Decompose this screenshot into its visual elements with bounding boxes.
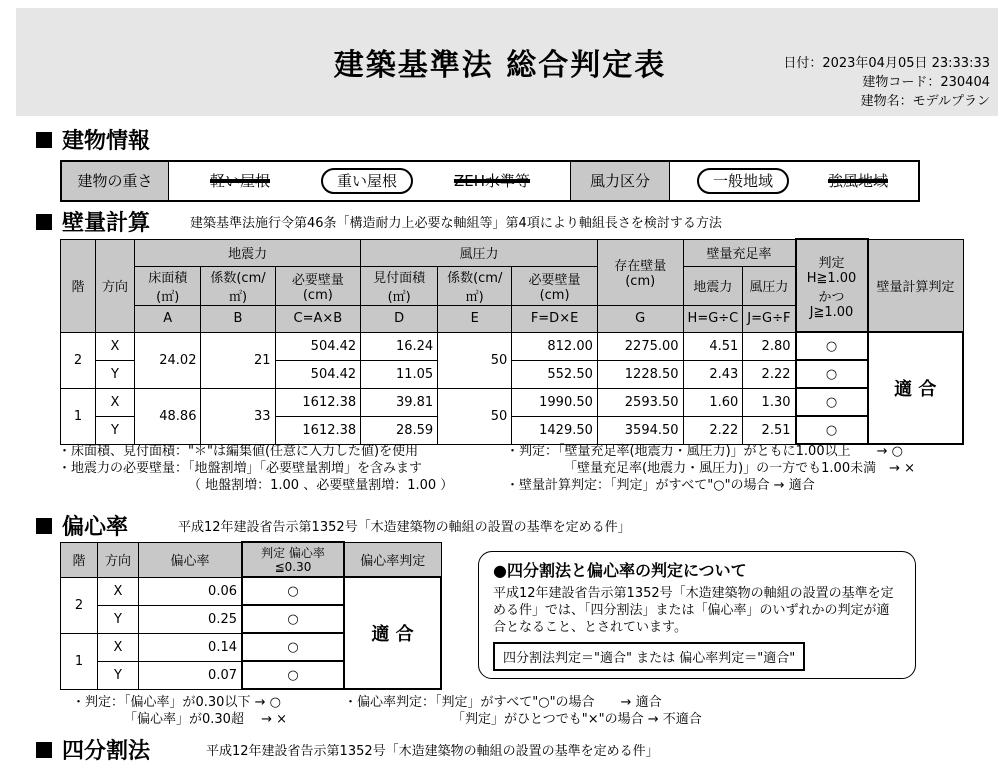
meta-building-code: 建物コード：230404: [862, 75, 990, 90]
cell-floor-area: 48.86: [135, 388, 201, 444]
th-dir: 方向: [96, 239, 135, 332]
th-wind-coef: 係数(cm/㎡): [438, 266, 512, 305]
cell-exist: 3594.50: [597, 416, 683, 444]
cell-j: 2.80: [743, 332, 796, 360]
callout-body: 平成12年建設省告示第1352号「木造建築物の軸組の設置の基準を定める件」では、「四分割法」または「偏心率」のいずれかの判定が適合となること、とされています。: [493, 586, 894, 635]
note-line: ・偏心率判定：「判定」がすべて"○"の場合 → 適合: [344, 695, 662, 710]
section-subtitle: 平成12年建設省告示第1352号「木造建築物の軸組の設置の基準を定める件」: [178, 520, 631, 535]
info-callout: [478, 551, 916, 679]
th-coef: 係数(cm/㎡): [201, 266, 275, 305]
cell-view: 16.24: [361, 332, 438, 360]
cell-ecc: 0.07: [139, 661, 243, 689]
section-heading: 四分割法: [62, 739, 151, 764]
section-heading: 壁量計算: [62, 211, 151, 236]
cell-floor: 1: [61, 388, 96, 444]
note-line: （ 地盤割増：1.00 、必要壁量割増：1.00 ）: [188, 478, 454, 493]
wall-final-result: 適 合: [868, 332, 964, 444]
note-line: ・地震力の必要壁量：「地盤割増」「必要壁量割増」を含みます: [58, 461, 423, 476]
page-title: 建築基準法 総合判定表: [333, 48, 667, 83]
th-f: F=D×E: [512, 305, 598, 332]
weight-option-zeh: ZEH水準等: [453, 172, 531, 190]
wall-notes-left: [58, 443, 498, 494]
bullet-square-icon: [36, 214, 52, 230]
cell-view: 11.05: [361, 360, 438, 388]
cell-dir: X: [98, 633, 139, 661]
th-b: B: [201, 305, 275, 332]
th-req: 必要壁量(cm): [275, 266, 361, 305]
bullet-square-icon: [36, 742, 52, 758]
cell-floor: 2: [61, 577, 98, 633]
building-info-row: [60, 160, 920, 202]
section-heading: 偏心率: [62, 515, 129, 540]
th-h: H=G÷C: [683, 305, 743, 332]
wind-option-strong: 強風地域: [827, 172, 888, 190]
cell-judge: ○: [796, 388, 868, 416]
th-a: A: [135, 305, 201, 332]
th-wind-req: 必要壁量(cm): [512, 266, 598, 305]
cell-dir: Y: [96, 360, 135, 388]
cell-floor-area: 24.02: [135, 332, 201, 388]
ecc-final-result: 適 合: [344, 577, 441, 689]
cell-req: 1612.38: [275, 416, 361, 444]
cell-dir: X: [96, 388, 135, 416]
note-line: ・壁量計算判定：「判定」がすべて"○"の場合 → 適合: [506, 478, 815, 493]
cell-wreq: 552.50: [512, 360, 598, 388]
th-exist: 存在壁量(cm): [597, 239, 683, 305]
cell-judge: ○: [242, 605, 344, 633]
cell-judge: ○: [242, 661, 344, 689]
cell-exist: 1228.50: [597, 360, 683, 388]
cell-h: 4.51: [683, 332, 743, 360]
section-subtitle: 建築基準法施行令第46条「構造耐力上必要な軸組等」第4項により軸組長さを検討する方法: [190, 216, 722, 231]
section-heading: 建物情報: [62, 129, 151, 154]
section-quadrant: [36, 734, 659, 765]
th-j: J=G÷F: [743, 305, 796, 332]
section-eccentricity: [36, 510, 631, 541]
cell-wind-coef: 50: [438, 332, 512, 388]
th-ratio-seismic: 地震力: [683, 266, 743, 305]
cell-judge: ○: [796, 332, 868, 360]
th-c: C=A×B: [275, 305, 361, 332]
note-line: 「判定」がひとつでも"×"の場合 → 不適合: [452, 712, 702, 727]
th-floor-area: 床面積(㎡): [135, 266, 201, 305]
cell-view: 39.81: [361, 388, 438, 416]
table-row: [61, 332, 964, 360]
th-judge: 判定 偏心率≦0.30: [242, 542, 344, 577]
cell-judge: ○: [242, 577, 344, 605]
note-line: 「偏心率」が0.30超 → ×: [124, 712, 287, 727]
th-g: G: [597, 305, 683, 332]
cell-dir: X: [98, 577, 139, 605]
cell-wreq: 1429.50: [512, 416, 598, 444]
cell-judge: ○: [242, 633, 344, 661]
cell-coef: 21: [201, 332, 275, 388]
meta-date: 日付：2023年04月05日 23:33:33: [783, 56, 990, 71]
th-floor: 階: [61, 239, 96, 332]
wall-notes-right: [506, 443, 986, 494]
eccentricity-table: [60, 541, 442, 690]
th-floor: 階: [61, 542, 98, 577]
callout-formula: 四分割法判定＝"適合" または 偏心率判定＝"適合": [493, 642, 805, 671]
cell-ecc: 0.25: [139, 605, 243, 633]
cell-ecc: 0.14: [139, 633, 243, 661]
cell-req: 504.42: [275, 360, 361, 388]
cell-judge: ○: [796, 416, 868, 444]
th-dir: 方向: [98, 542, 139, 577]
cell-h: 2.22: [683, 416, 743, 444]
cell-req: 1612.38: [275, 388, 361, 416]
section-subtitle: 平成12年建設省告示第1352号「木造建築物の軸組の設置の基準を定める件」: [206, 744, 659, 759]
note-line: ・判定：「偏心率」が0.30以下 → ○: [72, 695, 281, 710]
cell-wreq: 1990.50: [512, 388, 598, 416]
th-e: E: [438, 305, 512, 332]
cell-h: 2.43: [683, 360, 743, 388]
note-line: ・判定：「壁量充足率(地震力・風圧力)」がともに1.00以上 → ○: [506, 444, 903, 459]
note-line: 「壁量充足率(地震力・風圧力)」の一方でも1.00未満 → ×: [564, 461, 916, 476]
bullet-square-icon: [36, 132, 52, 148]
cell-j: 2.51: [743, 416, 796, 444]
cell-wreq: 812.00: [512, 332, 598, 360]
cell-coef: 33: [201, 388, 275, 444]
cell-h: 1.60: [683, 388, 743, 416]
th-wind: 風圧力: [361, 239, 598, 266]
cell-exist: 2275.00: [597, 332, 683, 360]
cell-req: 504.42: [275, 332, 361, 360]
section-building-info: [36, 124, 150, 155]
cell-dir: Y: [98, 605, 139, 633]
cell-dir: X: [96, 332, 135, 360]
th-final: 壁量計算判定: [868, 239, 964, 332]
th-ratio-wind: 風圧力: [743, 266, 796, 305]
th-seismic: 地震力: [135, 239, 361, 266]
cell-dir: Y: [98, 661, 139, 689]
note-line: ・床面積、見付面積："＊"は編集値(任意に入力した値)を使用: [58, 444, 419, 459]
cell-j: 2.22: [743, 360, 796, 388]
table-row: [61, 388, 964, 416]
meta-building-name: 建物名：モデルプラン: [860, 94, 990, 109]
cell-j: 1.30: [743, 388, 796, 416]
th-final: 偏心率判定: [344, 542, 441, 577]
cell-exist: 2593.50: [597, 388, 683, 416]
cell-ecc: 0.06: [139, 577, 243, 605]
wall-table: [60, 238, 964, 445]
cell-dir: Y: [96, 416, 135, 444]
cell-wind-coef: 50: [438, 388, 512, 444]
ecc-notes-right: [344, 694, 764, 728]
section-wall: [36, 206, 722, 237]
cell-judge: ○: [796, 360, 868, 388]
cell-floor: 1: [61, 633, 98, 689]
table-row: [61, 577, 442, 605]
th-view-area: 見付面積(㎡): [361, 266, 438, 305]
bullet-square-icon: [36, 518, 52, 534]
ecc-notes-left: [72, 694, 342, 728]
th-ecc: 偏心率: [139, 542, 243, 577]
th-ratio: 壁量充足率: [683, 239, 795, 266]
th-d: D: [361, 305, 438, 332]
wind-label: 風力区分: [570, 162, 670, 200]
cell-floor: 2: [61, 332, 96, 388]
weight-label: 建物の重さ: [62, 162, 169, 200]
th-judge: 判定 H≧1.00 かつ J≧1.00: [796, 239, 868, 332]
wind-option-general-selected: 一般地域: [697, 168, 789, 194]
callout-title: ●四分割法と偏心率の判定について: [493, 561, 747, 580]
weight-option-light: 軽い屋根: [209, 172, 270, 190]
weight-option-heavy-selected: 重い屋根: [321, 168, 413, 194]
cell-view: 28.59: [361, 416, 438, 444]
